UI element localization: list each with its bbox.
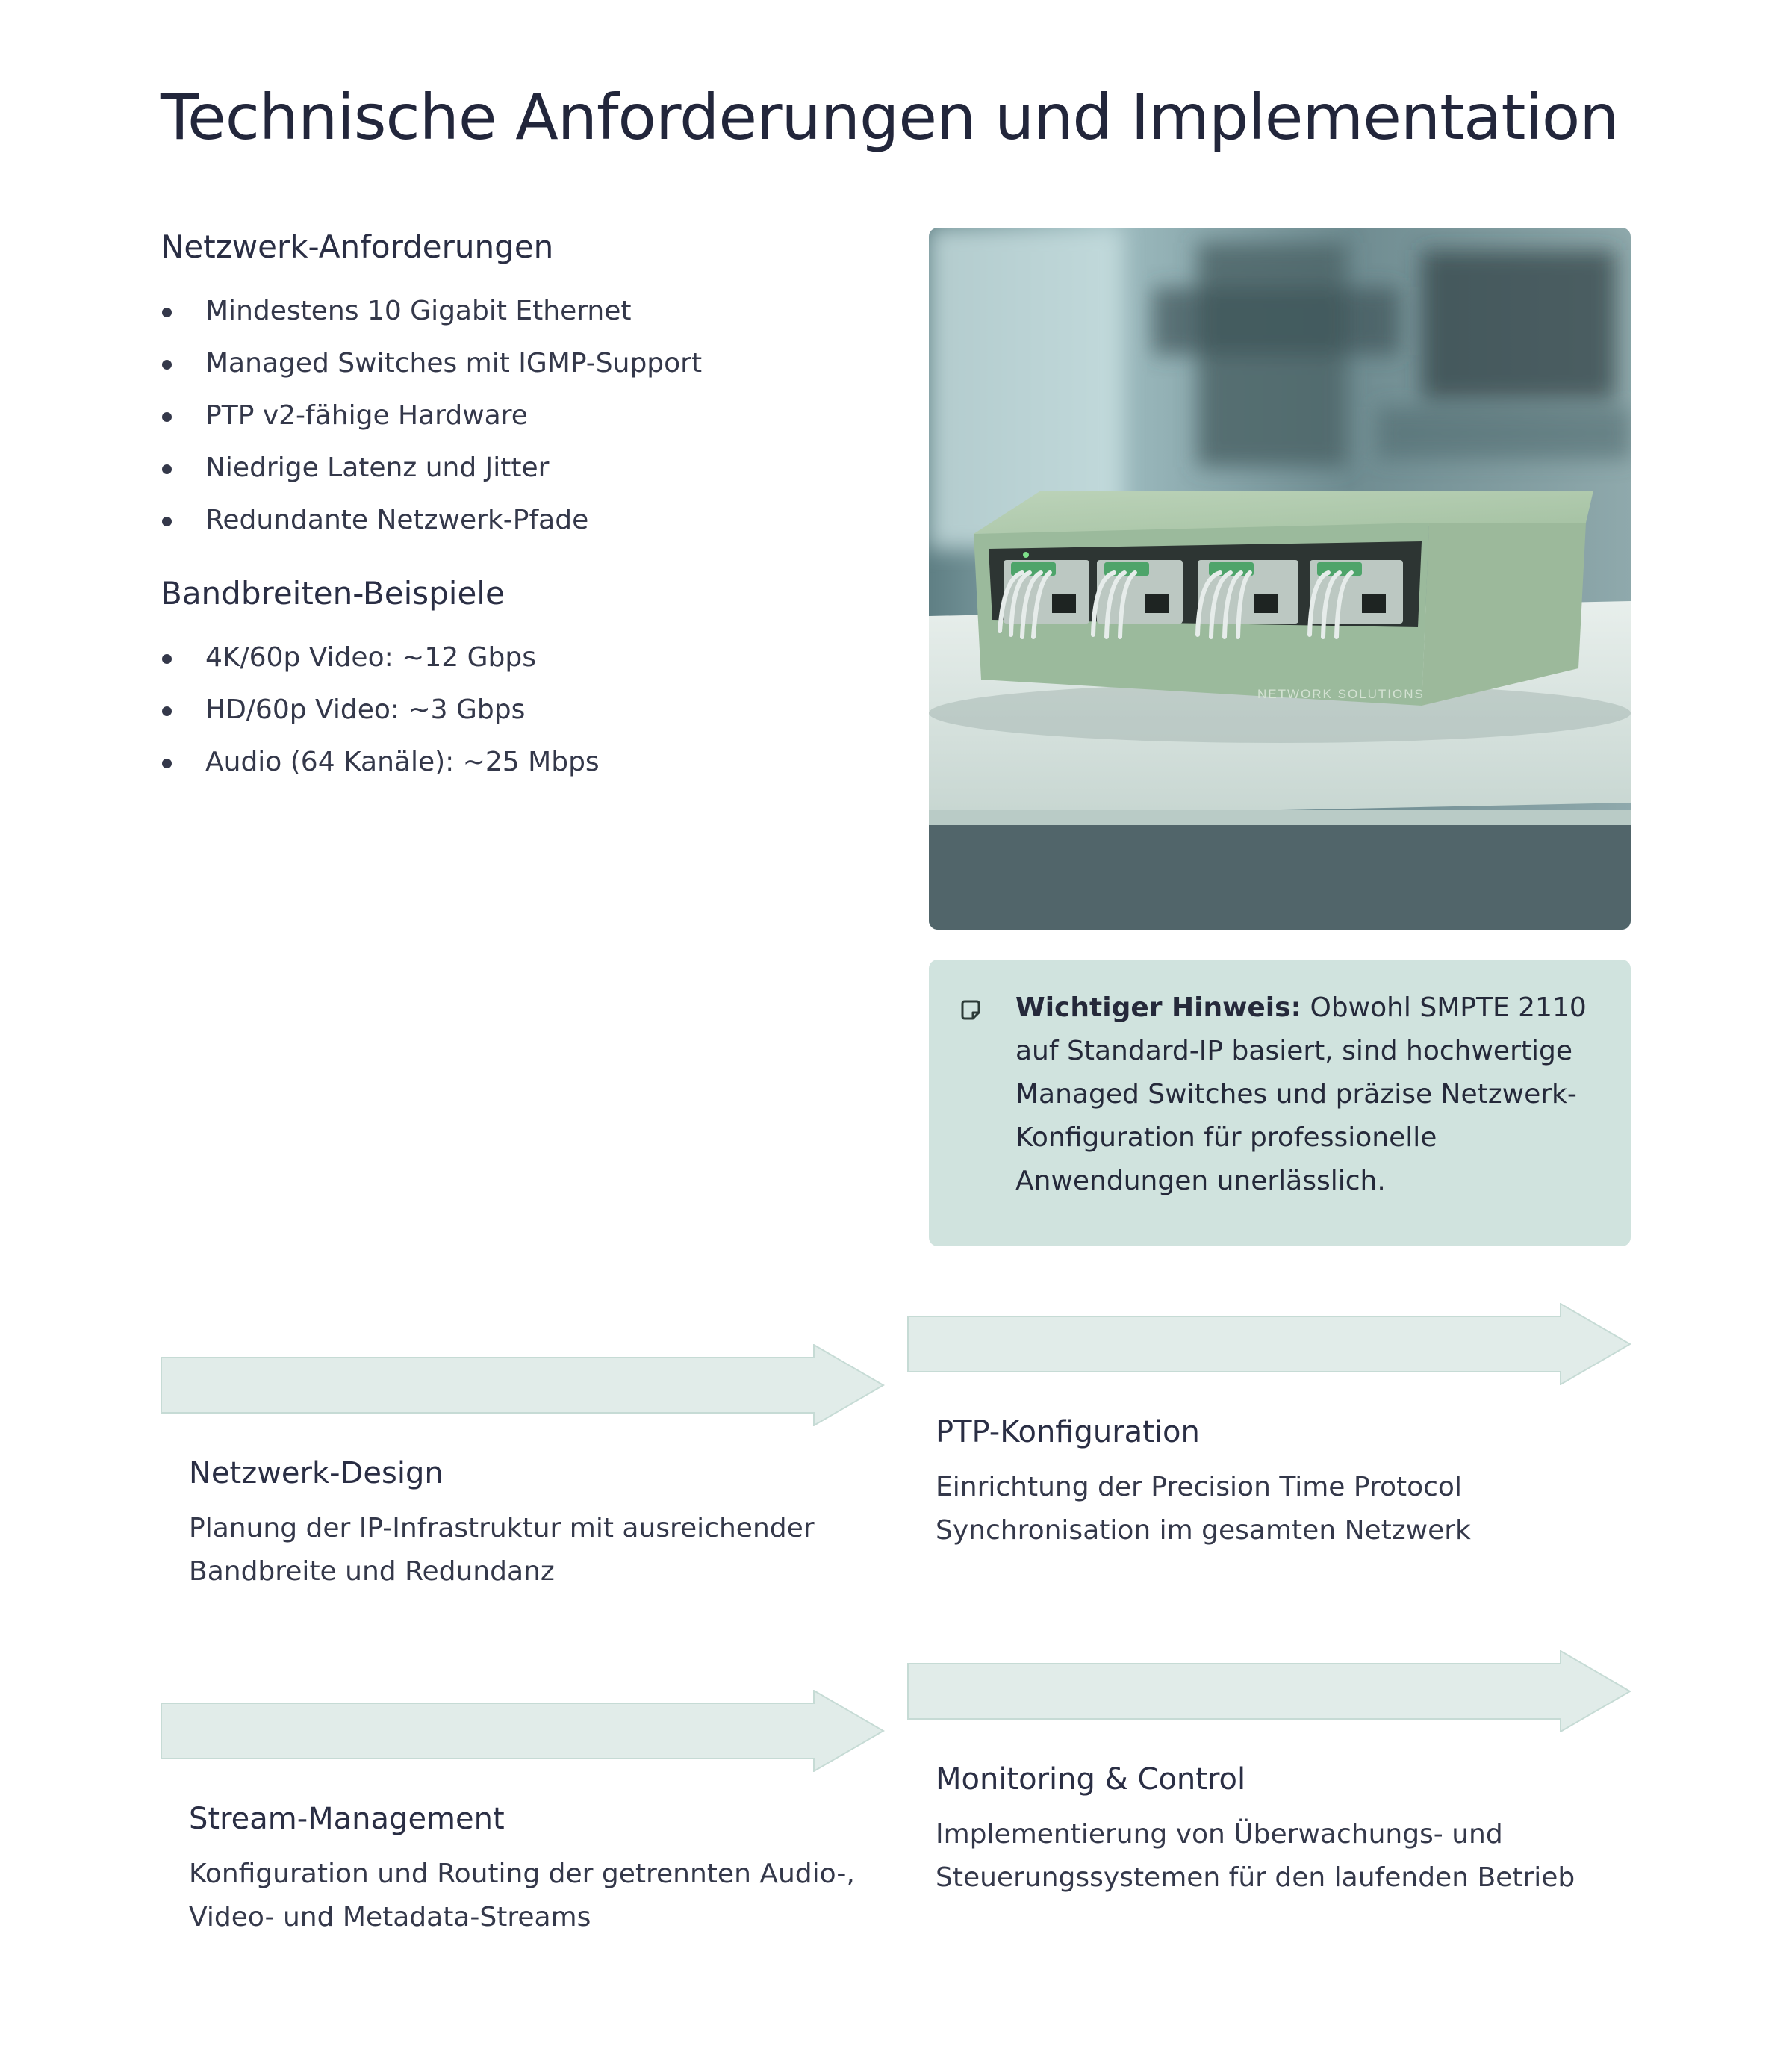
step-description: Konfiguration und Routing der getrennten Audio-, Video- und Metadata-Streams xyxy=(189,1859,855,1932)
step-monitoring-control xyxy=(907,1650,1631,1904)
list-item: 4K/60p Video: ~12 Gbps xyxy=(161,632,600,684)
list-item: Redundante Netzwerk-Pfade xyxy=(161,494,702,547)
step-network-design xyxy=(161,1344,885,1598)
bandwidth-examples-list xyxy=(161,632,600,789)
list-item: Niedrige Latenz und Jitter xyxy=(161,442,702,494)
step-arrow xyxy=(161,1344,885,1426)
step-arrow xyxy=(907,1650,1631,1732)
device-label: NETWORK SOLUTIONS xyxy=(1257,687,1425,701)
note-label: Wichtiger Hinweis: xyxy=(1015,992,1301,1023)
bandwidth-examples-heading: Bandbreiten-Beispiele xyxy=(161,575,505,612)
page-title: Technische Anforderungen und Implementation xyxy=(161,81,1619,154)
step-ptp-configuration xyxy=(907,1303,1631,1557)
network-requirements-heading: Netzwerk-Anforderungen xyxy=(161,228,554,265)
step-arrow xyxy=(907,1303,1631,1385)
step-title: Monitoring & Control xyxy=(936,1762,1246,1797)
important-note-box xyxy=(929,960,1631,1246)
step-title: PTP-Konfiguration xyxy=(936,1415,1200,1449)
list-item: PTP v2-fähige Hardware xyxy=(161,390,702,442)
network-requirements-list xyxy=(161,285,702,547)
network-switch-photo xyxy=(929,228,1631,930)
list-item: Mindestens 10 Gigabit Ethernet xyxy=(161,285,702,338)
step-title: Netzwerk-Design xyxy=(189,1456,444,1490)
note-icon xyxy=(959,998,983,1022)
step-title: Stream-Management xyxy=(189,1802,505,1836)
important-note-text xyxy=(1015,986,1605,1203)
note-body: Obwohl SMPTE 2110 auf Standard-IP basiert, sind hochwertige Managed Switches und präzise Netzwerk-Konfiguration für professionelle Anwendungen unerlässlich. xyxy=(1015,992,1587,1196)
step-description: Planung der IP-Infrastruktur mit ausreichender Bandbreite und Redundanz xyxy=(189,1513,815,1587)
step-stream-management xyxy=(161,1690,885,1944)
step-arrow xyxy=(161,1690,885,1772)
step-description: Implementierung von Überwachungs- und Steuerungssystemen für den laufenden Betrieb xyxy=(936,1819,1575,1893)
list-item: Managed Switches mit IGMP-Support xyxy=(161,338,702,390)
list-item: HD/60p Video: ~3 Gbps xyxy=(161,684,600,736)
step-description: Einrichtung der Precision Time Protocol Synchronisation im gesamten Netzwerk xyxy=(936,1472,1471,1546)
list-item: Audio (64 Kanäle): ~25 Mbps xyxy=(161,736,600,789)
